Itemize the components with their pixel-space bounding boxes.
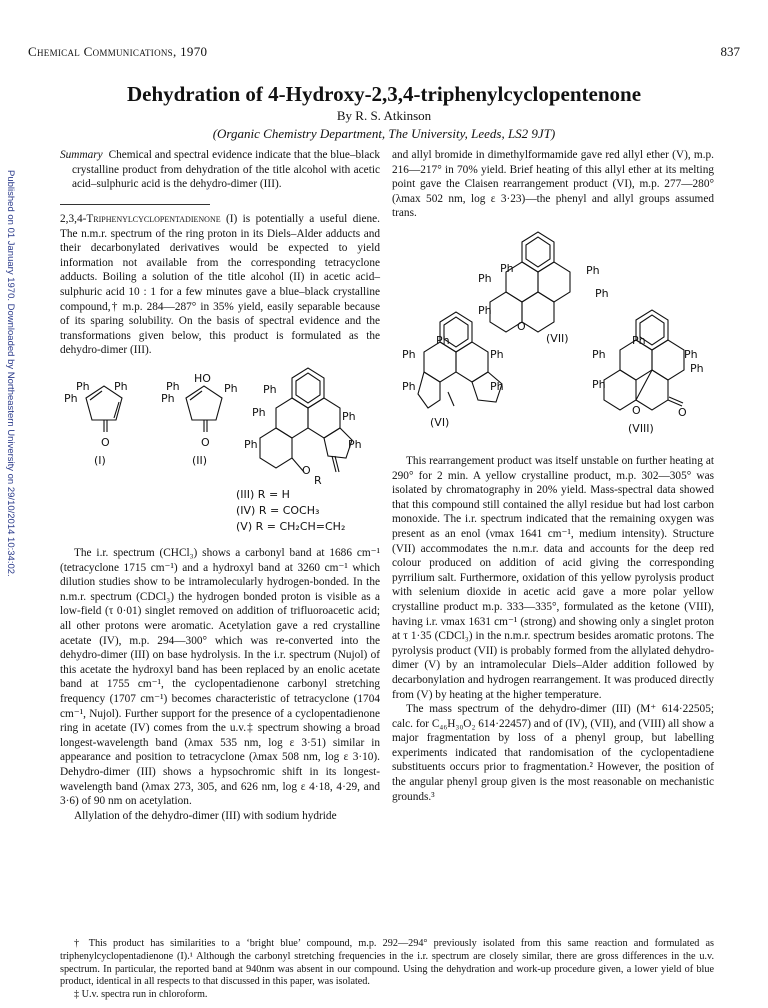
article-author: By R. S. Atkinson [336,108,432,123]
structures-i-ii-iii [56,360,386,540]
structure-i [64,380,128,467]
label-i: (I) [94,454,106,467]
oxygen-label: O [302,464,311,477]
left-para1-text: (I) is potentially a useful diene. The n.m.r. spectrum of the ring proton in its Diels–Alder adducts and their decarbonylated derivatives would be expected to yield information not available from the corresponding tetracyclone adducts. Boiling a solution of the title alcohol (II) in acetic acid–sulphuric acid 10 : 1 for a few minutes gave a blue–black crystalline compound,† m.p. 284—287° in 35% yield, easily separable because of its sparing solubility. On the basis of spectral evidence and the transformations given below, this product is formulated as the dehydro-dimer (III). [60,213,380,357]
structure-vi [402,312,504,429]
ph-label: Ph [586,264,600,277]
ph-label: Ph [490,380,504,393]
ph-label: Ph [632,334,646,347]
ph-label: Ph [76,380,90,393]
ph-label: Ph [478,272,492,285]
oxygen-label: O [678,406,687,419]
r-label: R [314,474,322,487]
structure-vii [478,232,609,345]
oxygen-label: O [632,404,641,417]
oxygen-label: O [201,436,210,449]
ph-label: Ph [500,262,514,275]
ph-label: Ph [161,392,175,405]
ph-label: Ph [342,410,356,423]
r-def-v: (V) R = CH₂CH=CH₂ [236,520,346,533]
label-ii: (II) [192,454,208,467]
ph-label: Ph [114,380,128,393]
ph-label: Ph [64,392,78,405]
footnote-dagger: † This product has similarities to a ‘bright blue’ compound, m.p. 292—294° previously isolated from this same reaction and formulated as triphenylcyclopentadienone (I).¹ Although the carbonyl stretching frequencies in the i.r. spectrum are closely similar, there are gross differences in the u.v. spectrum. In particular, the reported band at 940nm was absent in our compound. Using the dehydration and work-up procedure given, a lower yield of blue product, identical in all respects to that discussed in this paper, was isolated. [60,938,714,988]
ph-label: Ph [166,380,180,393]
structure-viii [592,310,704,435]
journal-header: Chemical Communications, 1970 [28,44,208,59]
ph-label: Ph [263,383,277,396]
summary-label: Summary [60,149,103,161]
ph-label: Ph [402,380,416,393]
right-paragraph-1 [392,148,714,221]
right-para1-text: and allyl bromide in dimethylformamide gave red allyl ether (V), m.p. 216—217° in 70% yield. Brief heating of this allyl ether at its melting point gave the Claisen rearrangement product (VI), m.p. 277—280° (λmax 502 nm, log ε 3·23)—the phenyl and allyl groups assumed trans. [392,149,714,220]
footnotes [60,938,714,1002]
ph-label: Ph [402,348,416,361]
right-para3-text: The mass spectrum of the dehydro-dimer (III) (M⁺ 614·22505; calc. for C₄₆H₃₀O₂ 614·22457) and of (IV), (VII), and (VIII) all show a major fragmentation by loss of a phenyl group, but labelling experiments indicated that randomisation of the cyclopentadiene substituents occurs prior to fragmentation.² However, the position of the angular phenyl group given is the most reasonable on mechanistic grounds.³ [392,703,714,803]
label-vii: (VII) [546,332,569,345]
download-stamp[interactable] [4,170,18,640]
r-def-iv: (IV) R = COCH₃ [236,504,320,517]
r-def-iii: (III) R = H [236,488,290,501]
label-vi: (VI) [430,416,450,429]
structure-ii [161,372,238,467]
ph-label: Ph [490,348,504,361]
ph-label: Ph [592,378,606,391]
structure-iii [236,368,362,533]
summary-rule [60,204,210,205]
ph-label: Ph [436,334,450,347]
article-title: Dehydration of 4-Hydroxy-2,3,4-triphenylcyclopentenone [126,82,642,106]
footnote-ddagger: ‡ U.v. spectra run in chloroform. [74,989,208,1001]
left-para3-text: Allylation of the dehydro-dimer (III) with sodium hydride [74,809,337,822]
left-paragraph-1 [60,212,380,358]
label-viii: (VIII) [628,422,654,435]
hydroxyl-label: HO [194,372,211,385]
article-affiliation: (Organic Chemistry Department, The University, Leeds, LS2 9JT) [212,126,556,141]
oxygen-label: O [517,320,526,333]
left-para2-text: The i.r. spectrum (CHCl₃) shows a carbonyl band at 1686 cm⁻¹ (tetracyclone 1715 cm⁻¹) and a hydroxyl band at 3260 cm⁻¹ which dilution studies show to be intramolecularly hydrogen-bonded. In the n.m.r. spectrum (CDCl₃) the hydrogen bonded proton is visible as a low-field (τ 0·01) singlet removed on addition of trifluoroacetic acid; all other protons were aromatic. Acetylation gave a red crystalline acetate (IV), m.p. 294—300° which was re-converted into the dehydro-dimer (III) on base hydrolysis. In the i.r. spectrum (Nujol) of this acetate the hydroxyl band has been replaced by an enolic acetate band at 1755 cm⁻¹, the cyclopentadienone carbonyl stretching frequency (1707 cm⁻¹) becomes characteristic of tetracyclone (1704 cm⁻¹, Nujol). Further support for the presence of a cyclopentadienone ring in acetate (IV) comes from the u.v.‡ spectrum showing a broad longest-wavelength band (λmax 535 nm, log ε 3·51) similar in appearance and position to tetracyclone (λmax 508 nm, log ε 3·10). Dehydro-dimer (III) shows a hypsochromic shift in its longest-wavelength band (λmax 273, 305, and 626 nm, log ε 4·18, 4·29, and 3·6) of 90 nm on acetylation. [60,547,380,808]
ph-label: Ph [348,438,362,451]
right-para2-text: This rearrangement product was itself unstable on further heating at 290° for 2 min. A yellow crystalline product, m.p. 302—305° was isolated by chromatography in 20% yield. Mass-spectral data showed that this compound still contained the allyl residue but had lost carbon monoxide. The i.r. spectrum indicated that the remaining oxygen was present as an enol (νmax 1641 cm⁻¹, medium intensity). Structure (VII) accommodates the n.m.r. data and accounts for the deep red colour produced on addition of acid giving the corresponding pyrrilium salt. Furthermore, oxidation of this yellow pyrolysis product with selenium dioxide in acetic acid gave a more polar yellow crystalline product m.p. 333—335°, formulated as the ketone (VIII), having i.r. νmax 1631 cm⁻¹ (strong) and showing only a singlet proton at τ 1·35 (CDCl₃) in the n.m.r. spectrum besides aromatic protons. The pyrolysis product (VII) is probably formed from the allylated dehydro-dimer (V) by an intramolecular Diels–Alder addition followed by decarbonylation and hydrogen rearrangement. It was produced directly from (V) by heating at the higher temperature. [392,455,714,701]
ph-label: Ph [592,348,606,361]
summary [60,148,380,192]
compound-name: 2,3,4-Triphenylcyclopentadienone [60,213,221,225]
ph-label: Ph [690,362,704,375]
page-number: 837 [720,44,740,59]
ph-label: Ph [595,287,609,300]
structures-vi-vii-viii [392,222,714,442]
ph-label: Ph [684,348,698,361]
left-paragraph-2 [60,546,380,823]
right-paragraph-2 [392,454,714,804]
summary-text: Chemical and spectral evidence indicate that the blue–black crystalline product from dehydration of the title alcohol with acetic acid–sulphuric acid is the dehydro-dimer (III). [72,149,380,191]
download-stamp-text[interactable]: Published on 01 January 1970. Downloaded by Northeastern University on 29/10/2014 10:34:02. [5,170,16,577]
ph-label: Ph [224,382,238,395]
ph-label: Ph [252,406,266,419]
ph-label: Ph [244,438,258,451]
oxygen-label: O [101,436,110,449]
ph-label: Ph [478,304,492,317]
